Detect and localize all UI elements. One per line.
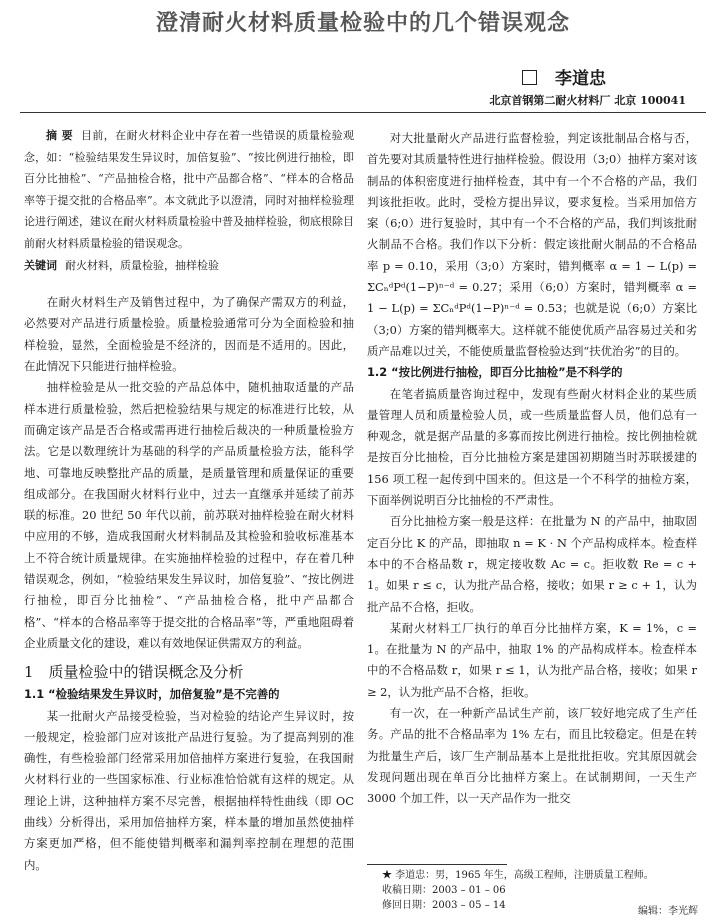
affiliation: 北京首钢第二耐火材料厂 北京 100041 (489, 94, 686, 107)
keywords-label: 关键词 (24, 258, 57, 272)
revised-date: 修回日期：2003 – 05 – 14 (382, 900, 506, 911)
editor-credit: 编辑：李光辉 (638, 906, 698, 917)
subsection-1-2-paragraph-3: 某耐火材料工厂执行的单百分比抽样方案，K = 1%，c = 1。在批量为 N 的产品中，抽取 1% 的产品构成样本。检查样本中的不合格品数 r，如果 r ≤ 1，认为批产品合格，接收；如果 r ≥ 2，认为批产品不合格，拒收。 (367, 620, 697, 699)
section-1-heading: 1 质量检验中的错误概念及分析 (24, 663, 244, 682)
author-name: 李道忠 (555, 69, 606, 89)
author-box-icon (522, 70, 537, 85)
intro-paragraph-1: 在耐火材料生产及销售过程中，为了确保产需双方的利益，必然要对产品进行质量检验。质量检验通常可分为全面检验和抽样检验，显然，全面检验是不经济的，因而是不适用的。因此，在此情况下只能进行抽样检验。 (24, 295, 354, 374)
right-paragraph-1: 对大批量耐火产品进行监督检验，判定该批制品合格与否，首先要对其质量特性进行抽样检验。假设用（3;0）抽样方案对该制品的体积密度进行抽样检查，其中有一个不合格的产品，我们判该批拒收。此时，受检方提出异议，要求复检。当采用加倍方案（6;0）进行复验时，其中有一个不合格的产品，我们判该批耐火制品不合格。我们作以下分析：假定该批耐火制品的不合格品率 p = 0.10，采用（3;0）方案时，错判概率 α = 1 − L(p) = ΣCₙᵈPᵈ(1−P)ⁿ⁻ᵈ = 0.27；采用（6;0）方案时，错判概率 α = 1 − L(p) = ΣCₙᵈPᵈ(1−P)ⁿ⁻ᵈ = 0.53；也就是说（6;0）方案比（3;0）方案的错判概率大。这样就不能使优质产品容易过关和劣质产品难以过关，不能使质量监督检验达到“扶优治劣”的目的。 (367, 131, 697, 358)
subsection-1-2-heading: 1.2 “按比例进行抽检，即百分比抽检”是不科学的 (367, 365, 623, 380)
abstract (24, 125, 354, 255)
subsection-1-1-paragraph: 某一批耐火产品接受检验，当对检验的结论产生异议时，按一般规定，检验部门应对该批产品进行复验。为了提高判别的准确性，有些检验部门经常采用加倍抽样方案进行复验，在我国耐火材料行业的一些国家标准、行业标准恰恰就有这样的规定。从理论上讲，这种抽样方案不尽完善，根据抽样特性曲线（即 OC 曲线）分析得出，采用加倍抽样方案，样本量的增加虽然使抽样方案更加严格，但不能使错判概率和漏判率控制在理想的范围内。 (24, 708, 354, 872)
intro-paragraph-2: 抽样检验是从一批交验的产品总体中，随机抽取适量的产品样本进行质量检验，然后把检验结果与规定的标准进行比较，从而确定该产品是否合格或需再进行抽检后裁决的一种质量检验方法。它是以数理统计为基础的科学的产品质量检验方法，能科学地、可靠地反映整批产品的质量，是质量管理和质量保证的重要组成部分。在我国耐火材料行业中，过去一直继承并延续了前苏联的标准。20 世纪 50 年代以前，前苏联对抽样检验在耐火材料中应用的不够，造成我国耐火材料制品及其检验和验收标准基本上不符合统计质量规律。在实施抽样检验的过程中，存在着几种错误观念，例如，“检验结果发生异议时，加倍复验”、“按比例进行抽检，即百分比抽检”、“产品抽检合格，批中产品都合格”、“样本的合格品率等于提交批的合格品率”等，严重地阻碍着企业质量文化的建设，难以有效地保证供需双方的利益。 (24, 380, 354, 650)
subsection-1-2-paragraph-1: 在笔者搞质量咨询过程中，发现有些耐火材料企业的某些质量管理人员和质量检验人员，或一些质量监督人员，他们总有一种观念，就是据产品量的多寡而按比例进行抽检。按比例抽检就是按百分比抽检，百分比抽检方案是建国初期随当时苏联援建的 156 项工程一起传到中国来的。但这是一个不科学的抽检方案，下面举例说明百分比抽检的不严肃性。 (367, 386, 697, 508)
abstract-text: 目前，在耐火材料企业中存在着一些错误的质量检验观念，如：“检验结果发生异议时，加倍复验”、“按比例进行抽检，即百分比抽检”、“产品抽检合格，批中产品都合格”、“样本的合格品率等于提交批的合格品率”。本文就此予以澄清，同时对抽样检验理论进行阐述，建议在耐火材料质量检验中普及抽样检验，彻底根除目前耐火材料质量检验的错误观念。 (24, 129, 354, 250)
subsection-1-2-paragraph-2: 百分比抽检方案一般是这样：在批量为 N 的产品中，抽取固定百分比 K 的产品，即抽取 n = K · N 个产品构成样本。检查样本中的不合格品数 r，规定接收数 Ac = c。拒收数 Re = c + 1。如果 r ≤ c，认为批产品合格，接收；如果 r ≥ c + 1，认为批产品不合格，拒收。 (367, 514, 697, 614)
keywords (24, 255, 354, 277)
subsection-1-2-paragraph-4: 有一次，在一种新产品试生产前，该厂较好地完成了生产任务。产品的批不合格品率为 1% 左右，而且比较稳定。但是在转为批量生产后，该厂生产制品基本上是批批拒收。究其原因就会发现问题出现在单百分比抽样方案上。在试制期间，一天生产 3000 个加工件，以一天产品作为一批交 (367, 706, 697, 806)
footnote-rule (367, 864, 507, 865)
footnote (382, 868, 654, 913)
paper-title: 澄清耐火材料质量检验中的几个错误观念 (155, 11, 570, 36)
subsection-1-1-heading: 1.1 “检验结果发生异议时，加倍复验”是不完善的 (24, 687, 280, 702)
left-column (24, 125, 354, 876)
right-column (367, 128, 697, 810)
abstract-label: 摘 要 (46, 129, 74, 142)
header-rule (20, 112, 706, 113)
author-line (522, 64, 606, 89)
author-bio: ★ 李道忠：男，1965 年生，高级工程师，注册质量工程师。 (382, 870, 654, 881)
keywords-text: 耐火材料，质量检验，抽样检验 (65, 258, 219, 272)
received-date: 收稿日期：2003 – 01 – 06 (382, 885, 506, 896)
